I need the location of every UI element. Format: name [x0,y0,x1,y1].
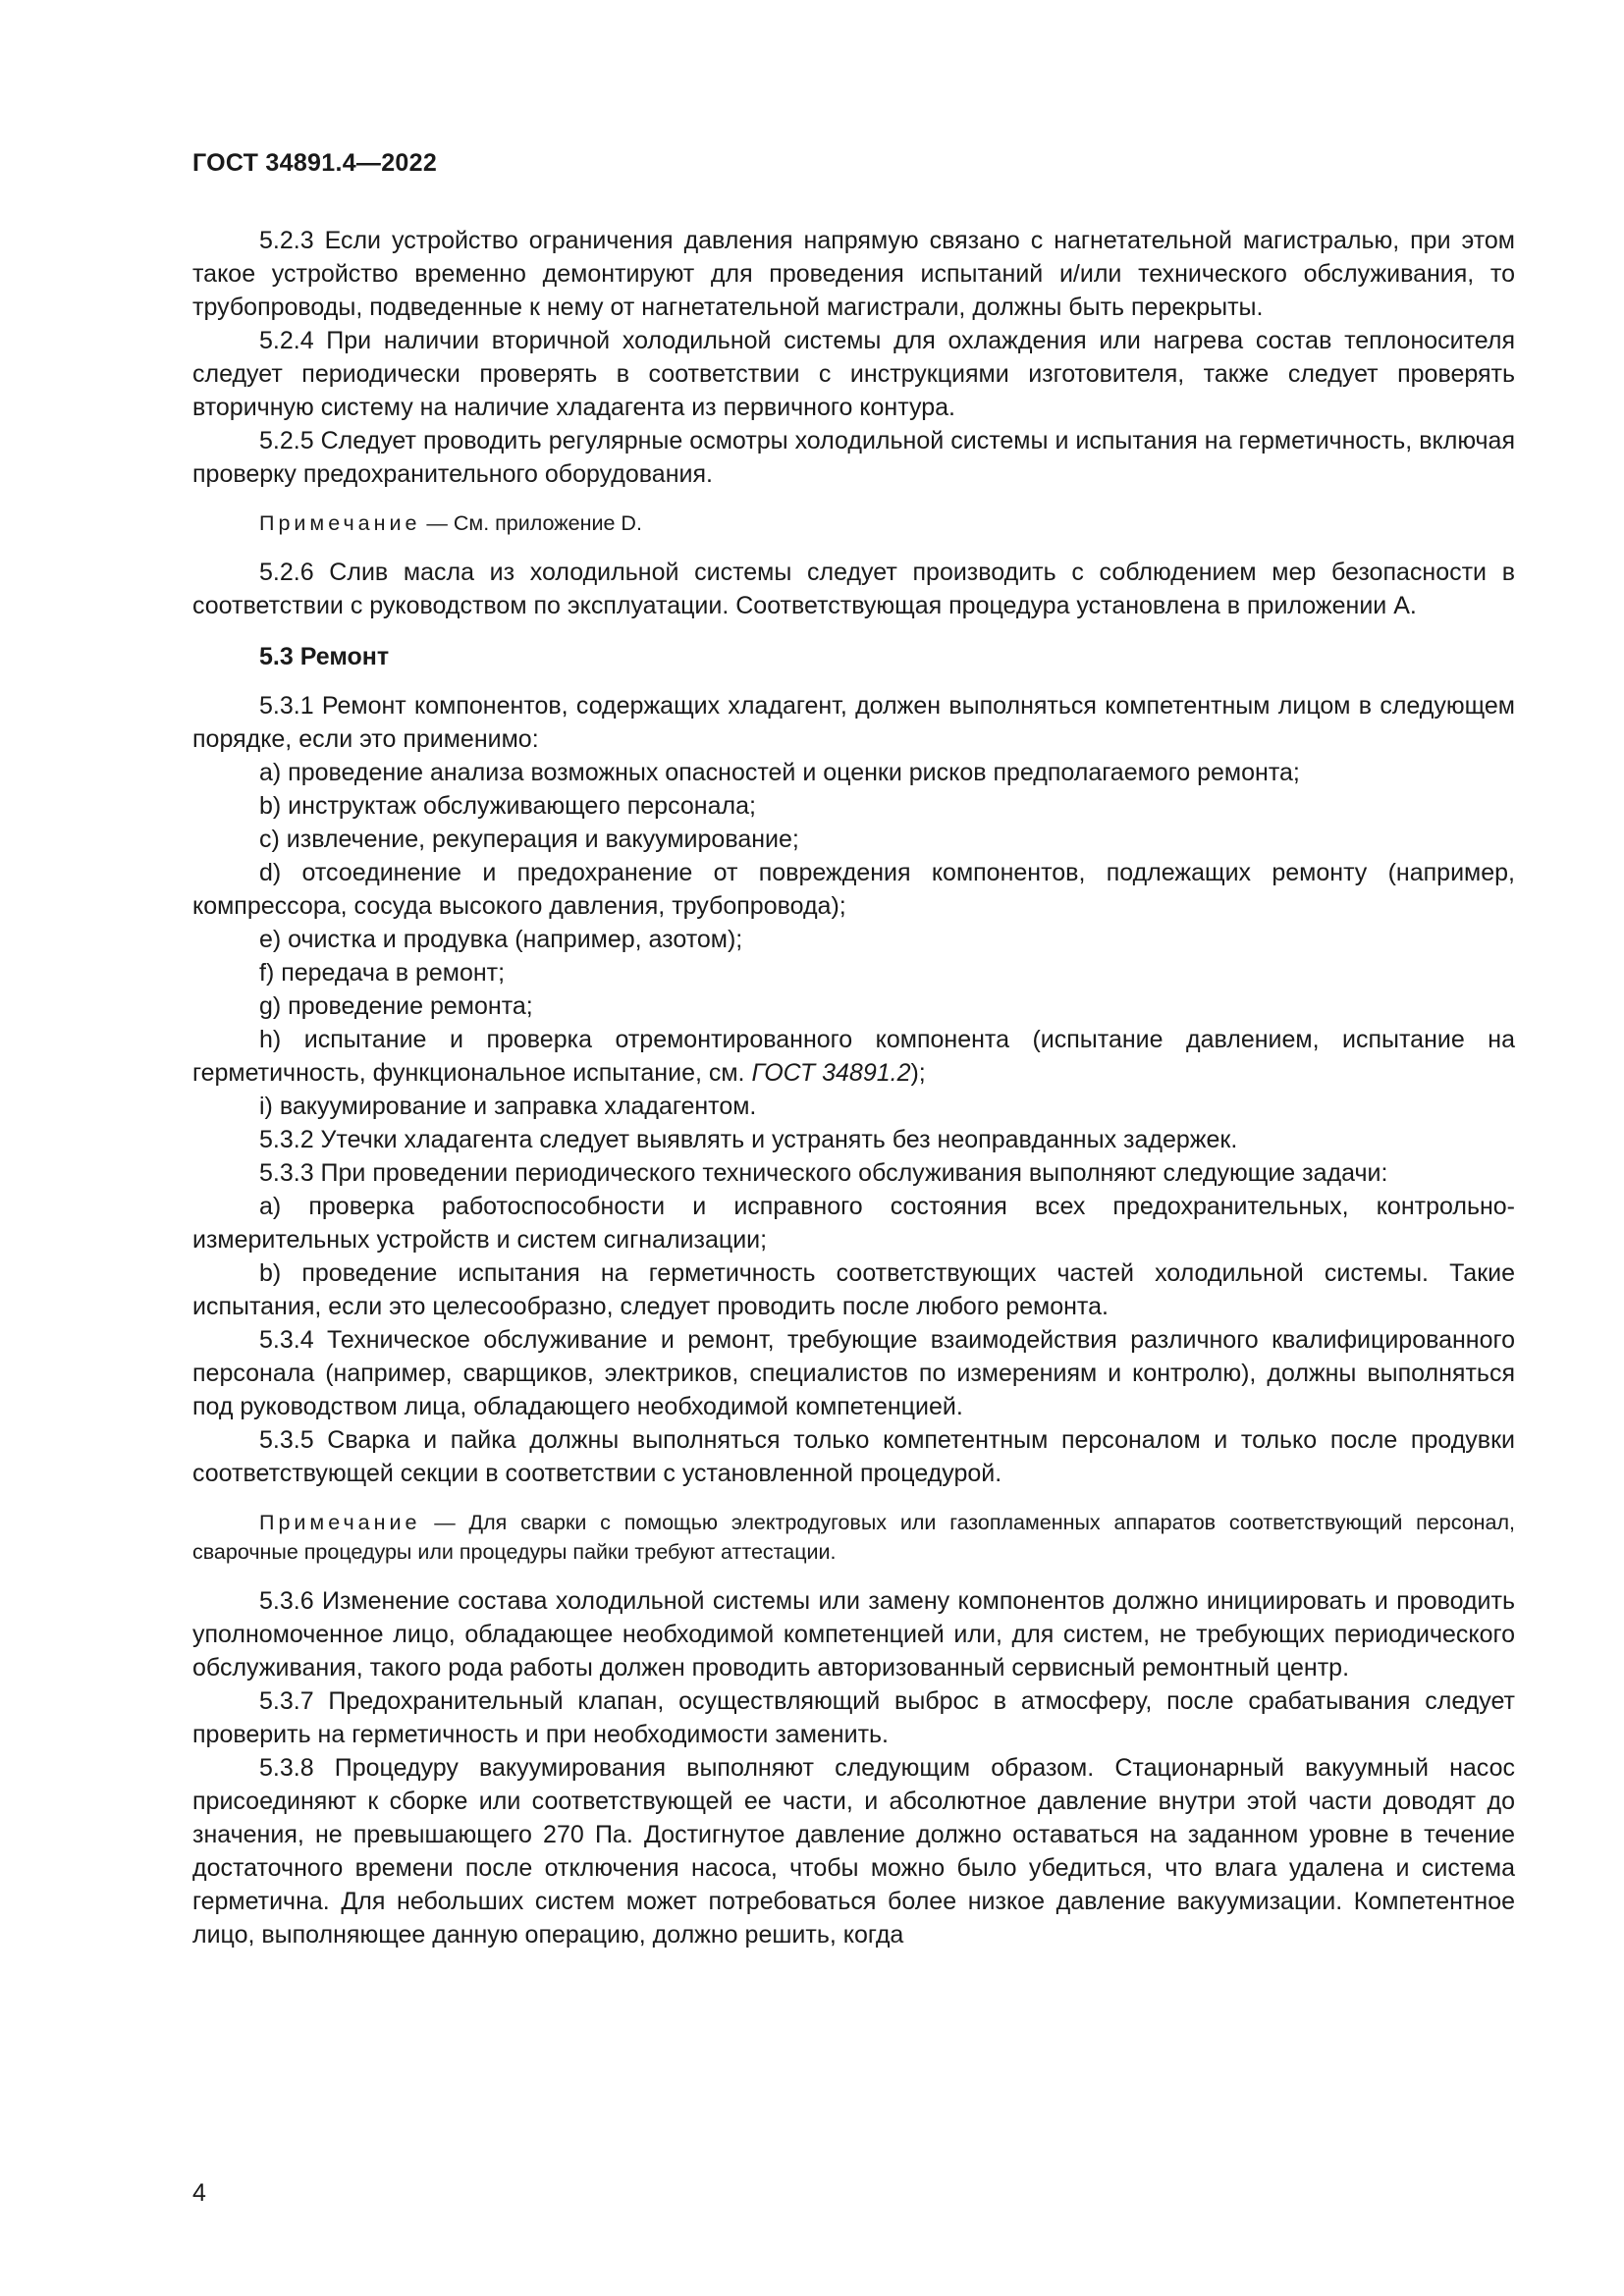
list-item-a: a) проведение анализа возможных опасностей и оценки рисков предполагаемого ремонта; [259,759,1300,786]
standard-reference: ГОСТ 34891.2 [751,1059,911,1087]
paragraph-5-3-5: 5.3.5 Сварка и пайка должны выполняться только компетентным персоналом и только после продувки соответствующей секции в соответствии с установленной процедурой. [192,1426,1515,1487]
paragraph-5-3-8: 5.3.8 Процедуру вакуумирования выполняют следующим образом. Стационарный вакуумный насос присоединяют к сборке или соответствующей ее части, и абсолютное давление внутри этой части доводят до значения, не превышающего 270 Па. Достигнутое давление должно оставаться на заданном уровне в течение достаточного времени после отключения насоса, чтобы можно было убедиться, что влага удалена и система герметична. Для небольших систем может потребоваться более низкое давление вакуумизации. Компетентное лицо, выполняющее данную операцию, должно решить, когда [192,1754,1515,1949]
note-2-label: Примечание [259,1511,421,1534]
document-body [192,224,1515,1951]
list-item-b: b) инструктаж обслуживающего персонала; [259,792,756,820]
document-header: ГОСТ 34891.4—2022 [192,149,438,177]
note-1 [192,508,1515,538]
list-item-a-2: a) проверка работоспособности и исправного состояния всех предохранительных, контрольно-измерительных устройств и систем сигнализации; [192,1193,1515,1254]
list-item-h [192,1023,1515,1090]
paragraph-5-3-1: 5.3.1 Ремонт компонентов, содержащих хладагент, должен выполняться компетентным лицом в следующем порядке, если это применимо: [192,692,1515,753]
list-item-h-end: ); [910,1059,926,1087]
paragraph-5-2-3: 5.2.3 Если устройство ограничения давления напрямую связано с нагнетательной магистралью, при этом такое устройство временно демонтируют для проведения испытаний и/или технического обслуживания, то трубопроводы, подведенные к нему от нагнетательной магистрали, должны быть перекрыты. [192,227,1515,321]
list-item-e: e) очистка и продувка (например, азотом); [259,926,743,953]
note-2-text: — Для сварки с помощью электродуговых или газопламенных аппаратов соответствующий персонал, сварочные процедуры или процедуры пайки требуют аттестации. [192,1511,1515,1564]
note-1-text: — См. приложение D. [420,511,642,535]
list-item-h-text: h) испытание и проверка отремонтированного компонента (испытание давлением, испытание на герметичность, функциональное испытание, см. [192,1026,1515,1087]
paragraph-5-3-6: 5.3.6 Изменение состава холодильной системы или замену компонентов должно инициировать и проводить уполномоченное лицо, обладающее необходимой компетенцией или, для систем, не требующих периодического обслуживания, такого рода работы должен проводить авторизованный сервисный ремонтный центр. [192,1587,1515,1682]
paragraph-5-3-7: 5.3.7 Предохранительный клапан, осуществляющий выброс в атмосферу, после срабатывания следует проверить на герметичность и при необходимости заменить. [192,1687,1515,1748]
list-item-d: d) отсоединение и предохранение от повреждения компонентов, подлежащих ремонту (например, компрессора, сосуда высокого давления, трубопровода); [192,859,1515,920]
list-item-f: f) передача в ремонт; [259,959,506,987]
paragraph-5-3-4: 5.3.4 Техническое обслуживание и ремонт, требующие взаимодействия различного квалифицированного персонала (например, сварщиков, электриков, специалистов по измерениям и контролю), должны выполняться под руководством лица, обладающего необходимой компетенцией. [192,1326,1515,1420]
section-heading-5-3: 5.3 Ремонт [259,643,390,670]
paragraph-5-2-5: 5.2.5 Следует проводить регулярные осмотры холодильной системы и испытания на герметичность, включая проверку предохранительного оборудования. [192,427,1515,488]
paragraph-5-2-6: 5.2.6 Слив масла из холодильной системы следует производить с соблюдением мер безопасности в соответствии с руководством по эксплуатации. Соответствующая процедура установлена в приложении А. [192,559,1515,619]
list-item-c: c) извлечение, рекуперация и вакуумирование; [259,826,799,853]
paragraph-5-3-3: 5.3.3 При проведении периодического технического обслуживания выполняют следующие задачи: [259,1159,1388,1187]
list-item-b-2: b) проведение испытания на герметичность соответствующих частей холодильной системы. Такие испытания, если это целесообразно, следует проводить после любого ремонта. [192,1259,1515,1320]
page-number: 4 [192,2179,206,2207]
paragraph-5-2-4: 5.2.4 При наличии вторичной холодильной системы для охлаждения или нагрева состав теплоносителя следует периодически проверять в соответствии с инструкциями изготовителя, также следует проверять вторичную систему на наличие хладагента из первичного контура. [192,327,1515,421]
list-item-i: i) вакуумирование и заправка хладагентом. [259,1093,757,1120]
note-2 [192,1508,1515,1567]
paragraph-5-3-2: 5.3.2 Утечки хладагента следует выявлять и устранять без неоправданных задержек. [259,1126,1238,1153]
note-1-label: Примечание [259,511,421,535]
list-item-g: g) проведение ремонта; [259,992,533,1020]
